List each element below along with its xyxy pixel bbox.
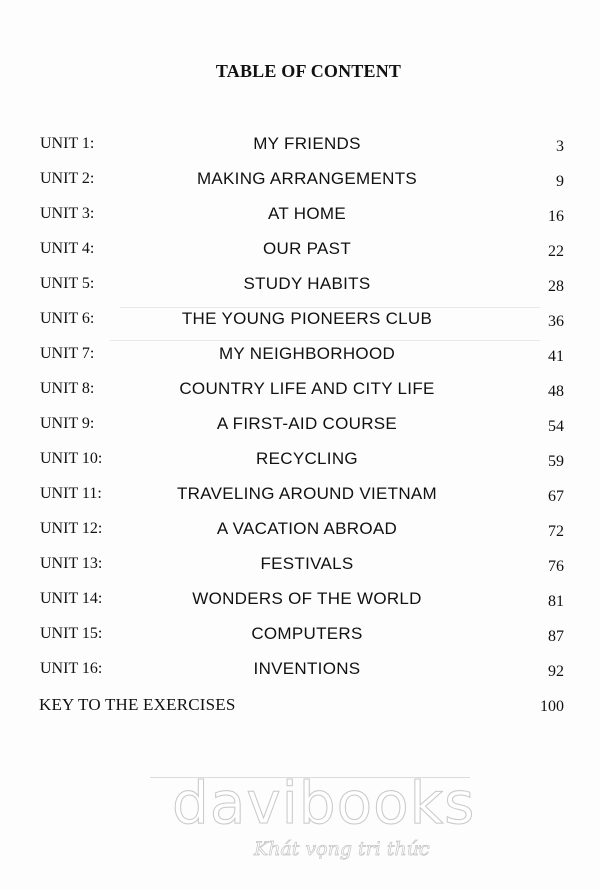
- page-number: 41: [548, 348, 564, 365]
- unit-title: OUR PAST: [262, 239, 352, 258]
- page-number: 92: [548, 663, 564, 680]
- unit-label: UNIT 16:: [40, 660, 103, 677]
- toc-row-unit-14: [0, 589, 600, 617]
- watermark-logo-text: davibooks: [172, 769, 476, 837]
- unit-label: UNIT 15:: [40, 625, 103, 642]
- unit-label: UNIT 7:: [40, 345, 95, 362]
- unit-label: UNIT 14:: [40, 590, 103, 607]
- unit-label: UNIT 2:: [40, 170, 95, 187]
- page-number: 48: [548, 383, 564, 400]
- page-number: 100: [540, 698, 564, 715]
- page-number: 81: [548, 593, 564, 610]
- unit-title: MY NEIGHBORHOOD: [218, 344, 396, 363]
- toc-row-unit-10: [0, 449, 600, 477]
- toc-row-unit-2: [0, 169, 600, 197]
- unit-title: THE YOUNG PIONEERS CLUB: [181, 309, 433, 328]
- publisher-watermark: [172, 769, 476, 870]
- unit-label: UNIT 3:: [40, 205, 95, 222]
- toc-row-unit-11: [0, 484, 600, 512]
- toc-row-key: [0, 695, 600, 723]
- unit-label: UNIT 1:: [40, 135, 95, 152]
- unit-label: UNIT 11:: [40, 485, 102, 502]
- toc-row-unit-9: [0, 414, 600, 442]
- page-number: 76: [548, 558, 564, 575]
- page-number: 36: [548, 313, 564, 330]
- page-number: 9: [556, 173, 564, 190]
- unit-title: STUDY HABITS: [243, 274, 371, 293]
- key-label: KEY TO THE EXERCISES: [39, 695, 236, 714]
- page-number: 87: [548, 628, 564, 645]
- page-number: 28: [548, 278, 564, 295]
- unit-title: AT HOME: [268, 204, 346, 223]
- unit-title: MAKING ARRANGEMENTS: [196, 169, 418, 188]
- page-number: 3: [556, 138, 564, 155]
- toc-row-unit-6: [0, 309, 600, 337]
- toc-row-unit-12: [0, 519, 600, 547]
- unit-title: COMPUTERS: [251, 624, 363, 643]
- unit-title: MY FRIENDS: [253, 134, 361, 153]
- page-number: 22: [548, 243, 564, 260]
- toc-row-unit-7: [0, 344, 600, 372]
- toc-row-unit-5: [0, 274, 600, 302]
- unit-title: A FIRST-AID COURSE: [216, 414, 398, 433]
- unit-title: INVENTIONS: [253, 659, 361, 678]
- unit-label: UNIT 8:: [40, 380, 95, 397]
- toc-row-unit-1: [0, 134, 600, 162]
- page-number: 72: [548, 523, 564, 540]
- unit-title: COUNTRY LIFE AND CITY LIFE: [179, 379, 435, 398]
- watermark-tagline: Khát vọng tri thức: [254, 838, 430, 860]
- unit-label: UNIT 4:: [40, 240, 95, 257]
- toc-row-unit-3: [0, 204, 600, 232]
- page-number: 16: [548, 208, 564, 225]
- bleed-through-line: [120, 307, 540, 308]
- page-number: 59: [548, 453, 564, 470]
- page-title: TABLE OF CONTENT: [215, 61, 402, 81]
- unit-title: RECYCLING: [256, 449, 358, 468]
- page-number: 67: [548, 488, 564, 505]
- unit-title: TRAVELING AROUND VIETNAM: [176, 484, 438, 503]
- page-number: 54: [548, 418, 564, 435]
- unit-label: UNIT 5:: [40, 275, 95, 292]
- bleed-through-line: [110, 340, 540, 341]
- unit-label: UNIT 13:: [40, 555, 103, 572]
- toc-row-unit-13: [0, 554, 600, 582]
- unit-title: WONDERS OF THE WORLD: [192, 589, 422, 608]
- unit-label: UNIT 9:: [40, 415, 95, 432]
- unit-label: UNIT 6:: [40, 310, 95, 327]
- toc-row-unit-8: [0, 379, 600, 407]
- toc-row-unit-4: [0, 239, 600, 267]
- unit-title: FESTIVALS: [260, 554, 354, 573]
- unit-title: A VACATION ABROAD: [216, 519, 398, 538]
- toc-row-unit-15: [0, 624, 600, 652]
- toc-row-unit-16: [0, 659, 600, 687]
- unit-label: UNIT 10:: [40, 450, 103, 467]
- unit-label: UNIT 12:: [40, 520, 103, 537]
